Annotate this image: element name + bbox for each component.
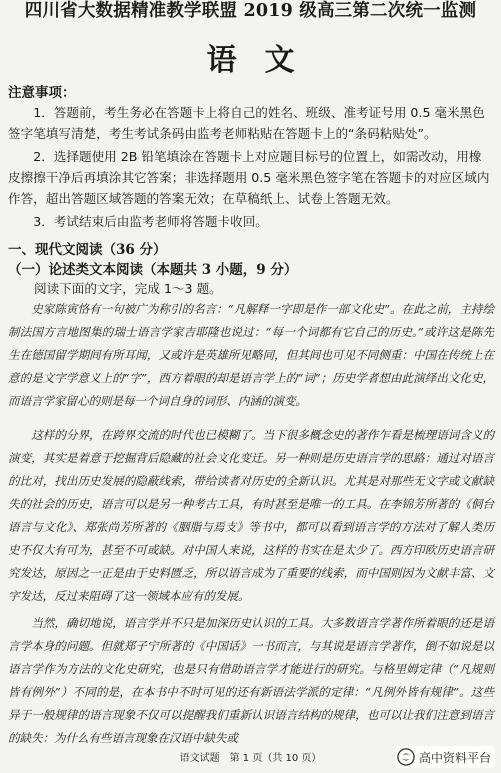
- notice-heading: 注意事项：: [8, 85, 76, 101]
- subject-title: 语文: [206, 43, 323, 78]
- notice-item-2: 2．选择题使用 2B 铅笔填涂在答题卡上对应题目标号的位置上，如需改动，用橡皮擦擦干净后再填涂其它答案；非选择题用 0.5 毫米黑色签字笔在答题卡的对应区域内作答，超出答题区域答题的答案无效；在草稿纸上、试卷上答题无效。: [8, 149, 490, 206]
- watermark-text: 高中资料平台: [418, 750, 491, 765]
- passage-paragraph-3: 当然，确切地说，语言学并不只是加深历史认识的工具。大多数语言学著作所着眼的还是语言学本身的问题。但就郑子宁所著的《中国话》一书而言，与其说是语言学著作，倒不如说是以语言学作为方法的文化史研究，也是只有借助语言学才能进行的研究。与格里姆定律（“凡规则皆有例外”）不同的是，在本书中不时可见的还有新语法学派的定律：“凡例外皆有规律”。这些异于一般规律的语言现象不仅可以提醒我们重新认识语言结构的规律，也可以让我们注意到语言的缺失：为什么有些语言现象在汉语中缺失或: [8, 616, 494, 745]
- subsection-heading: （一）论述类文本阅读（本题共 3 小题，9 分）: [8, 262, 298, 278]
- section-heading: 一、现代文阅读（36 分）: [8, 242, 167, 258]
- exam-title: 四川省大数据精准教学联盟 2019 级高三第二次统一监测: [24, 1, 477, 21]
- notice-item-1: 1．答题前，考生务必在答题卡上将自己的姓名、班级、准考证号用 0.5 毫米黑色签字笔填写清楚，考生考试条码由监考老师粘贴在答题卡上的“条码粘贴处”。: [8, 105, 485, 141]
- page-footer: 语文试题 第 1 页（共 10 页）: [179, 753, 322, 764]
- wechat-official-account-icon: [397, 748, 415, 766]
- passage-paragraph-1: 史家陈寅恪有一句被广为称引的名言：“凡解释一字即是作一部文化史”。在此之前，主持绘制法国方言地图集的瑞士语言学家吉耶隆也说过：“每一个词都有它自己的历史。”或许这是陈先生在德国留学期间有所耳闻，又或许是英雄所见略同，但其间也可见不同侧重：中国在传统上在意的是文字学意义上的“字”，西方着眼的却是语言学上的“词”；历史学者想由此演绎出文化史，而语言学家留心的则是每一个词自身的词形、内涵的演变。: [8, 302, 494, 408]
- passage-paragraph-2: 这样的分界，在跨界交流的时代也已模糊了。当下很多概念史的著作乍看是梳理语词含义的演变，其实是着意于挖掘背后隐藏的社会文化变迁。另一种则是历史语言学的思路：通过对语言的比对，找出历史发展的隐蔽线索，带给读者对历史的全新认识。尤其是对那些无文字或文献缺失的社会的历史，语言可以是另一种考古工具，有时甚至是唯一的工具。在李锦芳所著的《侗台语言与文化》、郑张尚芳所著的《胭脂与焉支》等书中，都可以看到语言学的方法对了解人类历史不仅大有可为，甚至不可或缺。对中国人来说，这样的书实在是太少了。西方印欧历史语言研究发达，原因之一正是由于史料匮乏，所以语言成为了重要的线索，而中国则因为文献丰富、文字发达，反过来阻碍了这一领域本应有的发展。: [8, 428, 494, 603]
- reading-instruction: 阅读下面的文字，完成 1～3 题。: [34, 281, 222, 296]
- notice-item-3: 3．考试结束后由监考老师将答题卡收回。: [33, 214, 268, 229]
- watermark-badge[interactable]: [395, 746, 495, 768]
